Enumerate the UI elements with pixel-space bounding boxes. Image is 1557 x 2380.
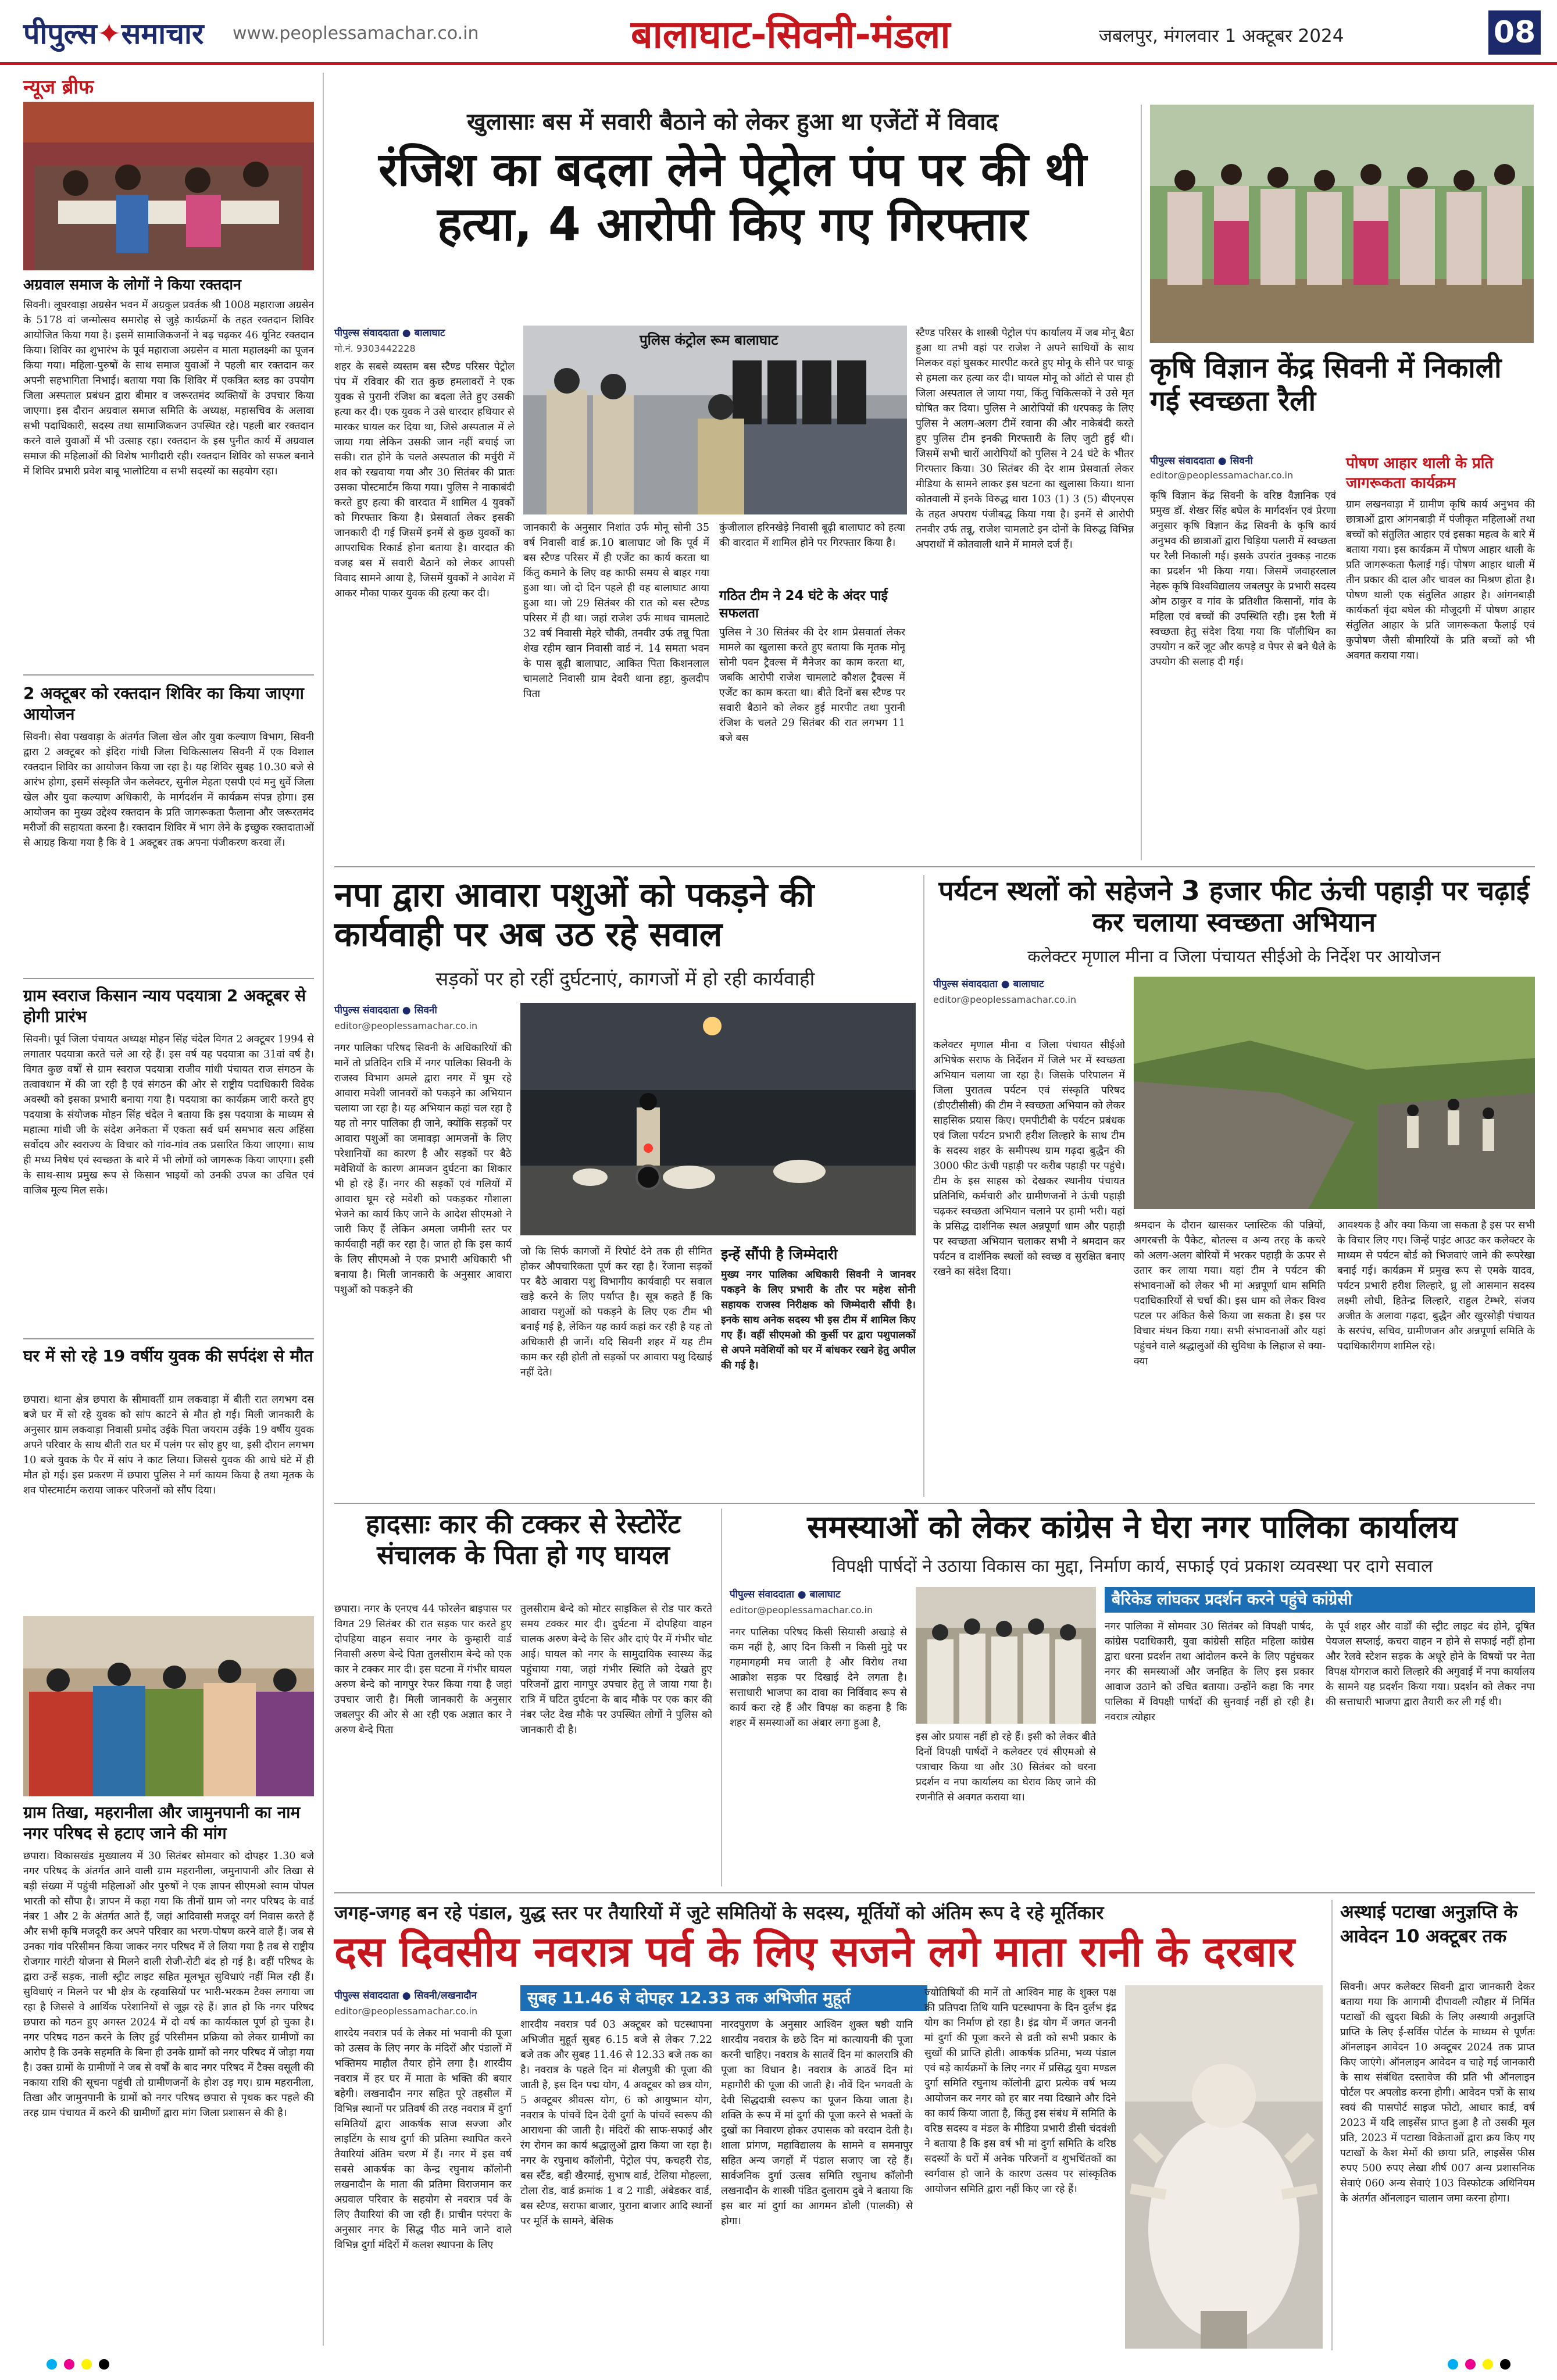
accident-col-1: छपारा। नगर के एनएच 44 फोरलेन बाइपास पर विगत 29 सितंबर की रात सड़क पार करते हुए दोपहिया वाहन सवार नगर के कुम्हारी वार्ड निवासी अरुण बेन्दे पिता तुलसीराम बेन्दे को एक कार ने टक्कर मार दी। इस घटना में गंभीर घायल अरुण बेन्दे को नागपुर रेफर किया गया है जहां उपचार जारी है। मिली जानकारी के अनुसार जबलपुर की ओर से आ रही एक अज्ञात कार ने अरुण बेन्दे पिता xyxy=(334,1603,512,1736)
lead-headline: रंजिश का बदला लेने पेट्रोल पंप पर की थी हत्या, 4 आरोपी किए गए गिरफ्तार xyxy=(378,142,1087,252)
rally-email[interactable]: editor@peoplessamachar.co.in xyxy=(1150,470,1294,481)
press-conference-photo xyxy=(523,326,907,514)
brief-5-title: ग्राम तिखा, महरानीला और जामुनपानी का नाम नगर परिषद से हटाए जाने की मांग xyxy=(23,1803,301,1843)
congress-protest-photo xyxy=(916,1587,1096,1724)
stray-cattle-night-photo xyxy=(520,1003,916,1235)
navratri-headline: दस दिवसीय नवरात्र पर्व के लिए सजने लगे माता रानी के दरबार xyxy=(334,1927,1295,1976)
cleanliness-rally-photo xyxy=(1150,105,1534,343)
lead-col-4: स्टैण्ड परिसर के शास्त्री पेट्रोल पंप कार्यालय में जब मोनू बैठा हुआ था तभी वहां पर राजेश ने अपने साथियों के साथ मिलकर वहां घुसकर मारपीट करते हुए मोनू के सीने पर चाकू से हमला कर हत्या कर दी। घायल मोनू को ऑटो से पास ही जिला अस्पताल ले जाया गया, किंतु चिकित्सकों ने उसे मृत घोषित कर दिया। पुलिस ने आरोपियों की धरपकड़ के लिए पुलिस ने अलग-अलग टीमें रवाना की और नाकेबंदी करते हुए पुलिस टीम इनकी गिरफ्तारी के लिए जुटी हुई थी। जिसमें सभी चारों आरोपियों को पुलिस ने 24 घंटे के भीतर गिरफ्तार किया। 30 सितंबर की देर शाम प्रेसवार्ता लेकर मीडिया के सामने लाकर इस घटना का खुलासा किया। थाना कोतवाली में इनके विरुद्ध धारा 103 (1) 3 (5) बीएनएस के तहत अपराध पंजीबद्ध किया गया है। इनमें से आरोपी तनवीर उर्फ तन्नू, राजेश चामलाटे इन दोनों के विरुद्ध विभिन्न अपराधों में कोतवाली थाने में मामले दर्ज हैं। xyxy=(916,327,1134,551)
trek-col-2: श्रमदान के दौरान खासकर प्लास्टिक की पन्नियों, अगरबत्ती के पैकेट, बोतल्स व अन्य तरह के कचरे को अलग-अलग बोरियों में भरकर पहाड़ी के ऊपर से उतार कर लाया गया। यहां टीम ने पर्यटन की संभावनाओं को लेकर भी मां अन्नपूर्णा धाम समिति पदाधिकारियों से चर्चा की। इस धाम को लेकर विश्व पटल पर अंकित कैसे किया जा सकता है। इस पर विचार मंथन किया गया। सभी संभावनाओं और यहां पहुंचने वाले श्रद्धालुओं की सुविधा के लिहाज से क्या-क्या xyxy=(1134,1220,1326,1367)
lead-col-2: जानकारी के अनुसार निशांत उर्फ मोनू सोनी 35 वर्ष निवासी वार्ड क्र.10 बालाघाट जो कि पूर्व में बस स्टैण्ड परिसर में ही एजेंट का कार्य करता था किंतु कमाने के लिए वह काफी समय से बाहर गया हुआ था। जो दो दिन पहले ही वह बालाघाट आया हुआ था। जो 29 सितंबर की रात को बस स्टैण्ड परिसर में ही था। जहां राजेश उर्फ माधव चामलाटे 32 वर्ष निवासी मेहरे चौकी, तनवीर उर्फ तन्नू पिता शेख रहीम खान निवासी वार्ड नं. 14 समता भवन के पास बूढ़ी बालाघाट, आकित पिता किशनलाल चामलाटे निवासी ग्राम देवरी थाना हट्टा, कुलदीप पिता xyxy=(523,522,709,700)
navratri-kicker: जगह-जगह बन रहे पंडाल, युद्ध स्तर पर तैयारियों में जुटे समितियों के सदस्य, मूर्तियों को अंतिम रूप दे रहे मूर्तिकार xyxy=(334,1902,1104,1924)
divider xyxy=(23,978,314,979)
cattle-byline: पीपुल्स संवाददाता ● सिवनी xyxy=(334,1005,437,1016)
lead-subhead: गठित टीम ने 24 घंटे के अंदर पाई सफलता xyxy=(719,588,888,621)
navratri-col-1: शारदेय नवरात्र पर्व के लेकर मां भवानी की पूजा को उत्सव के लिए नगर के मंदिरों और पंडालों में भक्तिमय माहौल तैयार होने लगा है। शारदीय नवरात्र में हर घर में माता के भक्ति की बयार बहेगी। लखनादौन नगर सहित पूरे तहसील में विभिन्न स्थानों पर प्रतिवर्ष की तरह नवरात्र में दुर्गा समितियों द्वारा आकर्षक साज सज्जा और लाइटिंग के साथ दुर्गा की प्रतिमा स्थापित करने तैयारियां अंतिम चरण में हैं। नगर में इस वर्ष सबसे आकर्षक का केन्द्र रघुनाथ कॉलोनी लखनादौन के माता की प्रतिमा विराजमान कर अग्रवाल परिवार के सहयोग से नवरात्र पर्व के लिए तैयारियां की जा रही हैं। प्राचीन परंपरा के अनुसार नगर के सिद्ध पीठ माने जाने वाले विभिन्न दुर्गा मंदिरों में कलश स्थापना के लिए xyxy=(334,2028,512,2251)
trek-deck: कलेक्टर मृणाल मीना व जिला पंचायत सीईओ के निर्देश पर आयोजन xyxy=(1027,946,1441,966)
brief-4-title: घर में सो रहे 19 वर्षीय युवक की सर्पदंश से मौत xyxy=(23,1346,313,1366)
navratri-email[interactable]: editor@peoplessamachar.co.in xyxy=(334,2006,478,2017)
congress-col-3: नगर पालिका में सोमवार 30 सितंबर को विपक्षी पार्षद, कांग्रेस पदाधिकारी, युवा कांग्रेसी सहित महिला कांग्रेस द्वारा धरना प्रदर्शन तथा आंदोलन करने के लिए पहुंचकर नगर की समस्याओं और जनहित के लिए इस प्रकार आवाज उठाने को उचित बताया। उन्होंने कहा कि नगर पालिका में विपक्षी पार्षदों की सुनवाई नहीं हो रही है। नवरात्र त्योहार xyxy=(1105,1621,1314,1723)
congress-col-2: इस ओर प्रयास नहीं हो रहे हैं। इसी को लेकर बीते दिनों विपक्षी पार्षदों ने कलेक्टर एवं सीएमओ से पत्राचार किया था और 30 सितंबर को धरना प्रदर्शन व नपा कार्यालय का घेराव किए जाने की रणनीति से अवगत कराया था। xyxy=(916,1731,1096,1803)
column-divider xyxy=(923,875,924,1497)
congress-bar: बैरिकेड लांघकर प्रदर्शन करने पहुंचे कांग्रेसी xyxy=(1105,1587,1535,1613)
section-rule xyxy=(334,866,1535,867)
accident-col-2: तुलसीराम बेन्दे को मोटर साइकिल से रोड पार करते समय टक्कर मार दी। दुर्घटना में दोपहिया वाहन चालक अरुण बेन्दे के सिर और दाएं पैर में गंभीर चोट आई। घायल को नगर के सामुदायिक स्वास्थ्य केंद्र पहुंचाया गया, जहां गंभीर स्थिति को देखते हुए परिजनों द्वारा नागपुर उपचार हेतु ले जाया गया है। रात्रि में घटित दुर्घटना के बाद मौके पर एक कार की नंबर प्लेट देख मौके पर उपस्थित लोगों ने पुलिस को जानकारी दी है। xyxy=(520,1603,712,1736)
navratri-byline: पीपुल्स संवाददाता ● सिवनी/लखनादौन xyxy=(334,1990,477,2002)
brand-logo: पीपुल्स✦समाचार xyxy=(23,17,204,51)
lead-phone: मो.नं. 9303442228 xyxy=(334,343,416,354)
cattle-col-3: मुख्य नगर पालिका अधिकारी सिवनी ने जानवर पकड़ने के लिए प्रभारी के तौर पर महेश सोनी सहायक राजस्व निरीक्षक को जिम्मेदारी सौंपी है। इनके साथ अनेक सदस्य भी इस टीम में शामिल किए गए हैं। वहीं सीएमओ की कुर्सी पर द्वारा पशुपालकों से अपने मवेशियों को घर में बांधकर रखने हेतु अपील की गई है। xyxy=(721,1269,916,1371)
fireworks-headline: अस्थाई पटाखा अनुज्ञप्ति के आवेदन 10 अक्टूबर तक xyxy=(1340,1902,1518,1947)
trek-headline: पर्यटन स्थलों को सहेजने 3 हजार फीट ऊंची पहाड़ी पर चढ़ाई कर चलाया स्वच्छता अभियान xyxy=(938,875,1530,938)
lead-col-1: शहर के सबसे व्यस्तम बस स्टैण्ड परिसर पेट्रोल पंप में रविवार की रात कुछ हमलावरों ने एक युवक से पुरानी रंजिश का बदला लेते हुए उसकी हत्या कर दी। एक युवक ने उसे धारदार हथियार से मारकर घायल कर दिया था, जिसे अस्पताल में ले जाया गया लेकिन उसकी जान नहीं बचाई जा सकी। रात होने के चलते अस्पताल की मर्चुरी में शव को रखवाया गया और 30 सितंबर की प्रातः उसका पोस्टमार्टम किया गया। पुलिस ने नाकाबंदी करते हुए हत्या की वारदात में शामिल 4 युवकों को गिरफ्तार किया है। प्रेसवार्ता लेकर इसकी जानकारी दी गई जिसमें इनमें से कुछ युवकों का आपराधिक रिकार्ड होना बताया है। वारदात की वजह बस में सवारी बैठाने को लेकर आपसी विवाद सामने आया है, जिसमें युवकों ने आवेश में आकर मौका पाकर युवक की हत्या कर दी। xyxy=(334,361,515,599)
congress-col-4: के पूर्व शहर और वार्डों की स्ट्रीट लाइट बंद होने, दूषित पेयजल सप्लाई, कचरा वाहन न होने से सफाई नहीं होना और रेलवे स्टेशन सड़क के अधूरे होने के विषयों पर नेता विपक्ष योगराज कारो लिल्हारे की अगुवाई में नपा कार्यालय के सामने यह प्रदर्शन किया गया। प्रदर्शन को लेकर नपा की सत्ताधारी भाजपा द्वारा तैयारी कर ली गई थी। xyxy=(1326,1621,1535,1708)
congress-headline: समस्याओं को लेकर कांग्रेस ने घेरा नगर पालिका कार्यालय xyxy=(807,1509,1458,1545)
hill-cleanup-photo xyxy=(1134,977,1535,1209)
navratri-col-2: शारदीय नवरात्र पर्व 03 अक्टूबर को घटस्थापना अभिजीत मुहूर्त सुबह 6.15 बजे से लेकर 7.22 बजे तक और सुबह 11.46 से 12.33 बजे तक का है। नवरात्र के पहले दिन मां शैलपुत्री की पूजा की जाती है, इस दिन पद्म योग, 4 अक्टूबर को छत्र योग, 5 अक्टूबर श्रीवत्स योग, 6 को आयुष्मान योग, नवरात्र के पांचवें दिन देवी दुर्गा के पांचवें स्वरूप की आराधना की जाती है। मंदिरों की साफ-सफाई और रंग रोगन का कार्य श्रद्धालुओं द्वारा किया जा रहा है। नगर के रघुनाथ कॉलोनी, पेट्रोल पंप, कचहरी रोड, बस स्टैंड, बड़ी खैरमाई, सुभाष वार्ड, टेलिया मोहल्ला, टोला रोड, वार्ड क्रमांक 1 व 2 गाडी, अंबेडकर वार्ड, बस स्टैण्ड, सराफा बाजार, पुराना बाजार आदि स्थानों पर मूर्ति के सामने, बेसिक xyxy=(520,2019,712,2227)
divider xyxy=(23,674,314,676)
column-divider xyxy=(323,73,324,2346)
brief-2-title: 2 अक्टूबर को रक्तदान शिविर का किया जाएगा आयोजन xyxy=(23,684,304,724)
brief-1-body: सिवनी। लूघरवाड़ा अग्रसेन भवन में अग्रकुल प्रवर्तक श्री 1008 महाराजा अग्रसेन के 5178 वां जन्मोत्सव समारोह से जुड़े कार्यक्रमों के तहत रक्तदान शिविर आयोजित किया गया है। इसमें सामाजिकजनों ने बढ़ चढ़कर 46 यूनिट रक्तदान किया। शिविर का शुभारंभ के पूर्व महाराजा अग्रसेन व माता महालक्ष्मी का पूजन किया गया। महिला-पुरुषों के साथ समाज युवाओं ने पहली बार रक्तदान कर अपनी सहभागिता निभाई। बताया गया कि शिविर में एकत्रित ब्लड का उपयोग जिला अस्पताल प्रबंधन द्वारा बीमार व जरूरतमंद व्यक्तियों के उपचार किया जाएगा। इस दौरान अग्रवाल समाज समिति के अध्यक्ष, महासचिव के अलावा सभी पदाधिकारी, सदस्य तथा सामाजिकजन उपस्थित रहे। पहली बार रक्तदान करने वाले युवाओं में भी उत्साह रहा। रक्तदान के इस पुनीत कार्य में अग्रवाल समाज की महिलाओं की विशेष भागीदारी रही। रक्तदान शिविर को सफल बनाने में शिविर प्रभारी प्रवेश बाबू भालोटिया व सभी सदस्यों का सहयोग रहा। xyxy=(23,299,314,477)
congress-byline: पीपुल्स संवाददाता ● बालाघाट xyxy=(730,1589,841,1600)
congress-email[interactable]: editor@peoplessamachar.co.in xyxy=(730,1604,873,1616)
brief-5-body: छपारा। विकासखंड मुख्यालय में 30 सितंबर सोमवार को दोपहर 1.30 बजे नगर परिषद के अंतर्गत आने वाली ग्राम महरानीला, जमुनापानी और तिखा से बड़ी संख्या में पहुंची महिलाओं और पुरुषों ने एक ज्ञापन सीएमओ स्वाम पोपल भारती को सौंपा है। ज्ञापन में कहा गया कि तीनों ग्राम जो नगर परिषद के वार्ड नंबर 1 और 2 के अंतर्गत आते हैं, जहां आदिवासी मजदूर वर्ग निवास करते हैं और सभी कृषि मजदूरी कर अपने परिवार का भरण-पोषण करने वाले हैं। जब से उनका गांव परिसीमन किया जाकर नगर परिषद में ले लिया गया है तब से राष्ट्रीय रोजगार गारंटी योजना से मिलने वाली रोजी-रोटी बंद हो गई है। वहीं परिषद के द्वारा उन्हें सड़क, नाली स्ट्रीट लाइट सहित मूलभूत सुविधाएं नहीं मिल रही हैं। सुविधाएं न मिलने पर भी क्षेत्र के रहवासियों पर भारी-भरकम टैक्स लगाया जा रहा है जिससे वे आर्थिक परेशानियों से जूझ रहे हैं। ज्ञात हो कि नगर परिषद छपारा को गठन हुए अगस्त 2024 में दो वर्ष का कार्यकाल पूर्ण हो चुका है। नगर परिषद गठन करने के लिए हुई परिसीमन प्रक्रिया को लेकर ग्रामीणों का आरोप है कि उनके सहमति के बिना ही उनके ग्रामों को नगर परिषद में जोड़ा गया है। उक्त ग्रामों के ग्रामीणों ने जब से वर्षों के बाद नगर परिषद में टैक्स वसूली की नकाया राशि की सूचना पहुंची तो ग्रामीणजनों के होश उड़ गए। ग्राम महरानीला, तिखा और जामुनपानी के ग्रामों को नगर परिषद छपारा से पृथक कर पहले की तरह ग्राम पंचायत में करने की ग्रामीणों द्वारा मांग जिला प्रशासन से की है। xyxy=(23,1850,314,2119)
site-url[interactable]: www.peoplessamachar.co.in xyxy=(233,23,479,44)
brief-4-body: छपारा। थाना क्षेत्र छपारा के सीमावर्ती ग्राम लकवाड़ा में बीती रात लगभग दस बजे घर में सो रहे युवक को सांप काटने से मौत हो गई। मिली जानकारी के अनुसार ग्राम लकवाड़ा निवासी प्रमोद उईके पिता जयराम उईके 19 वर्षीय युवक अपने परिवार के साथ बीती रात घर में पलंग पर सोए हुए था, इसी दौरान लगभग 10 बजे युवक के पैर में सांप ने काट लिया। जिससे युवक की आधे घंटे में ही मौत हो गई। इस प्रकरण में छपारा पुलिस ने मर्ग कायम किया है तथा मृतक के शव पोस्टमार्टम कराया जाकर परिजनों को सौंप दिया। xyxy=(23,1394,314,1496)
print-color-marks xyxy=(0,2353,1557,2380)
edition-title: बालाघाट-सिवनी-मंडला xyxy=(631,12,951,57)
trek-col-3: आवश्यक है और क्या किया जा सकता है इस पर सभी के विचार लिए गए। जिन्हें पाइंट आउट कर कलेक्टर के माध्यम से पर्यटन बोर्ड को भिजवाएं जाने की रूपरेखा बनाई गई। कार्यक्रम में प्रमुख रूप से एमके यादव, पर्यटन प्रभारी हरीश लिल्हारे, ध्रु लो आसमान सदस्य लक्ष्मी लोधी, हितेन्द्र लिल्हारे, राहुल टेम्भरे, संजय अजीत के अलावा गढ़दा, बुद्धैन और खुरसोड़ी पंचायत के सरपंच, सचिव, ग्रामीणजन और अन्नपूर्णा समिति के पदाधिकारीगण शामिल रहे। xyxy=(1337,1220,1535,1352)
rally-headline: कृषि विज्ञान केंद्र सिवनी में निकाली गई स्वच्छता रैली xyxy=(1150,352,1502,417)
brief-3-title: ग्राम स्वराज किसान न्याय पदयात्रा 2 अक्टूबर से होगी प्रारंभ xyxy=(23,986,306,1026)
rally-byline: पीपुल्स संवाददाता ● सिवनी xyxy=(1150,455,1253,467)
photo-banner: पुलिस कंट्रोल रूम बालाघाट xyxy=(640,332,779,348)
section-rule xyxy=(334,1892,1535,1893)
lead-col-3a: कुंजीलाल हरिनखेड़े निवासी बूढ़ी बालाघाट को हत्या की वारदात में शामिल होने पर गिरफ्तार किया है। xyxy=(719,522,905,549)
navratri-col-4: ज्योतिषियों की मानें तो आश्विन माह के शुक्ल पक्ष की प्रतिपदा तिथि यानि घटस्थापना के दिन दुर्लभ इंद्र योग का निर्माण हो रहा है। इंद्र योग में जगत जननी मां दुर्गा की पूजा करने से व्रती को सभी प्रकार के सुखों की प्राप्ति होती। आकर्षक प्रतिमा, भव्य पंडाल एवं बड़े कार्यक्रमों के लिए नगर में प्रसिद्ध युवा मण्डल दुर्गा समिति रघुनाथ कॉलोनी द्वारा प्रत्येक वर्ष भव्य आयोजन कर नगर को हर बार नया दिखाने और दिने का कार्य किया जाता है, किंतु इस संबंध में समिति के वरिष्ठ सदस्य व मंडल के मीडिया प्रभारी डीसी चंदवंशी ने बताया है कि इस वर्ष भी मां दुर्गा समिति के वरिष्ठ सदस्यों के घरों में अनेक परिजनों व शुभचिंतकों का स्वर्गवास हो जाने के कारण उत्सव पर सांस्कृतिक आयोजन समिति द्वारा नहीं किए जा रहे हैं। xyxy=(924,1987,1116,2195)
news-brief-label: न्यूज ब्रीफ xyxy=(23,76,94,99)
column-divider xyxy=(1141,105,1142,860)
lead-byline: पीपुल्स संवाददाता ● बालाघाट xyxy=(334,327,445,339)
cattle-headline: नपा द्वारा आवारा पशुओं को पकड़ने की कार्यवाही पर अब उठ रहे सवाल xyxy=(334,875,815,955)
cattle-subhead: इन्हें सौंपी है जिम्मेदारी xyxy=(721,1246,838,1263)
congress-deck: विपक्षी पार्षदों ने उठाया विकास का मुद्दा, निर्माण कार्य, सफाई एवं प्रकाश व्यवस्था पर दागे सवाल xyxy=(831,1556,1433,1577)
page-number: 08 xyxy=(1488,10,1541,55)
village-protest-photo xyxy=(23,1616,314,1796)
durga-idol-photo xyxy=(1125,1985,1323,2349)
section-rule xyxy=(334,1503,1535,1504)
cattle-deck: सड़कों पर हो रहीं दुर्घटनाएं, कागजों में हो रही कार्यवाही xyxy=(435,967,815,990)
blood-donation-photo xyxy=(23,102,314,270)
rally-body: कृषि विज्ञान केंद्र सिवनी के वरिष्ठ वैज्ञानिक एवं प्रमुख डॉ. शेखर सिंह बघेल के मार्गदर्शन एवं प्रेरणा अनुसार कृषि विज्ञान केंद्र सिवनी के कृषि कार्य अनुभव की छात्राओं द्वारा चिड़िया पलारी में स्वच्छता पर रैली निकाली गई। इसके उपरांत नुक्कड़ नाटक का प्रदर्शन भी किया गया। जिसमें जवाहरलाल नेहरू कृषि विश्वविद्यालय जबलपुर के प्रभारी सदस्य ओम ठाकुर व गांव के प्रतिशीत किसानों, गांव के महिला एवं बच्चों की उपस्थिति रही। इस रैली में स्वच्छता हेतु संदेश दिया गया कि पॉलीथिन का उपयोग न करें जूट और कपड़े व पेपर से बने थैले के उपयोग की सलाह दी गई। xyxy=(1150,490,1336,668)
masthead xyxy=(0,0,1557,65)
congress-col-1: नगर पालिका परिषद किसी सियासी अखाड़े से कम नहीं है, आए दिन किसी न किसी मुद्दे पर गहमागहमी मच जाती है और विरोध तथा आक्रोश सड़क पर दिखाई देने लगता है। सत्ताधारी भाजपा का दावा का निर्विवाद रूप से कार्य करा रहे हैं और विपक्ष का कहना है कि शहर में समस्याओं का अंबार लगा हुआ है, xyxy=(730,1627,907,1729)
nutrition-box-body: ग्राम लखनवाड़ा में ग्रामीण कृषि कार्य अनुभव की छात्राओं द्वारा आंगनबाड़ी में पंजीकृत महिलाओं तथा बच्चों को संतुलित आहार एवं इसका महत्व के बारे में बताया गया। इस कार्यक्रम में पोषण आहार थाली के प्रति जागरूकता फैलाई गई। पोषण आहार थाली में तीन प्रकार की दाल और चावल का मिश्रण होता है। पोषण थाली एक संतुलित आहार है। आंगनबाड़ी कार्यकर्ता वृंदा बघेल की मौजूदगी में पोषण आहार संतुलित आहार के प्रति जागरूकता फैलाई एवं कुपोषण जैसी बीमारियों के प्रति बच्चों को भी अवगत कराया गया। xyxy=(1346,499,1535,662)
cattle-email[interactable]: editor@peoplessamachar.co.in xyxy=(334,1020,478,1031)
lead-col-3b: पुलिस ने 30 सितंबर की देर शाम प्रेसवार्ता लेकर मामले का खुलासा करते हुए बताया कि मृतक मोनू सोनी पवन ट्रैवल्स में मैनेजर का काम करता था, जबकि आरोपी राजेश चामलाटे कौशल ट्रैवल्स में एजेंट का काम करता था। बीते दिनों बस स्टैण्ड पर सवारी बैठाने को लेकर हुई मारपीट तथा पुरानी रंजिश के चलते 29 सितंबर की रात लगभग 11 बजे बस xyxy=(719,627,905,744)
edition-date: जबलपुर, मंगलवार 1 अक्टूबर 2024 xyxy=(1099,26,1344,47)
trek-col-1: कलेक्टर मृणाल मीना व जिला पंचायत सीईओ अभिषेक सराफ के निर्देशन में जिले भर में स्वच्छता अभियान चलाया जा रहा है। जिसके परिपालन में जिला पुरातत्व पर्यटन एवं संस्कृति परिषद (डीएटीसीसी) की टीम ने स्वच्छता अभियान को लेकर साहसिक प्रयास किए। एमपीटीबी के पर्यटन प्रबंधक एवं जिला पर्यटन प्रभारी हरीश लिल्हारे के साथ टीम के सदस्य शहर के समीपस्थ ग्राम गढ़दा बुद्धैन की 3000 फीट ऊंची पहाड़ी पर करीब पहाड़ी पर पहुंचे। टीम के इस साहस को देखकर स्थानीय पंचायत प्रतिनिधि, कर्मचारी और ग्रामीणजनों ने ऊंची पहाड़ी चढ़कर स्वच्छता अभियान चलाने पर हामी भरी। यहां के प्रसिद्ध दार्शनिक स्थल अन्नपूर्णा धाम और पहाड़ी पर स्वच्छता अभियान चलाकर सभी ने श्रमदान कर पर्यटन व दार्शनिक स्थलों को स्वच्छ व सुरक्षित बनाए रखने का संदेश दिया। xyxy=(933,1039,1125,1278)
fireworks-body: सिवनी। अपर कलेक्टर सिवनी द्वारा जानकारी देकर बताया गया कि आगामी दीपावली त्यौहार में निर्मित पटाखों की खुदरा बिक्री के लिए अस्थायी अनुज्ञप्ति प्राप्ति के लिए ई-सर्विस पोर्टल के माध्यम से पूर्णतः ऑनलाइन आवेदन 10 अक्टूबर 2024 तक प्राप्त किए जाएंगे। ऑनलाइन आवेदन व चाहे गई जानकारी के साथ संबंधित दस्तावेज की प्रति भी ऑनलाइन पोर्टल पर अपलोड करना होगी। आवेदन पत्रों के साथ स्वयं की पासपोर्ट साइज फोटो, आधार कार्ड, वर्ष 2023 में यदि लाइसेंस प्राप्त हुआ है तो उसकी मूल प्रति, 2023 में पटाखा विक्रेताओं द्वारा क्रय किए गए पटाखों के कैश मेमों की छाया प्रति, लाइसेंस फीस रुपए 500 रुपए लेखा शीर्ष 007 अन्य प्रशासनिक सेवाएं 060 अन्य सेवाएं 103 विस्फोटक अधिनियम के अंतर्गत ऑनलाइन चालान जमा करना होगा। xyxy=(1340,1981,1535,2204)
nutrition-box-title: पोषण आहार थाली के प्रति जागरूकता कार्यक्रम xyxy=(1346,455,1494,492)
divider xyxy=(23,1338,314,1339)
accident-headline: हादसाः कार की टक्कर से रेस्टोरेंट संचालक के पिता हो गए घायल xyxy=(366,1509,681,1571)
brief-2-body: सिवनी। सेवा पखवाड़ा के अंतर्गत जिला खेल और युवा कल्याण विभाग, सिवनी द्वारा 2 अक्टूबर को इंदिरा गांधी जिला चिकित्सालय सिवनी में एक विशाल रक्तदान शिविर का आयोजन किया जा रहा है। यह शिविर सुबह 10.30 बजे से आरंभ होगा, इसमें संस्कृति जैन कलेक्टर, सुनील मेहता एसपी एवं मनु धुर्वे जिला खेल और युवा कल्याण अधिकारी, के मार्गदर्शन में कार्यक्रम संपन्न होगा। इस आयोजन का मुख्य उद्देश्य रक्तदान के प्रति जागरूकता फैलाना और जरूरतमंद मरीजों की सहायता करना है। रक्तदान शिविर में भाग लेने के इच्छुक रक्तदाताओं से आग्रह किया गया है कि वे 1 अक्टूबर तक अपना पंजीकरण करवा लें। xyxy=(23,731,314,849)
lead-kicker: खुलासाः बस में सवारी बैठाने को लेकर हुआ था एजेंटों में विवाद xyxy=(467,109,998,135)
cattle-col-2: जो कि सिर्फ कागजों में रिपोर्ट देने तक ही सीमित होकर औपचारिकता पूर्ण कर रहा है। रेंजाना सड़कों पर बैठे आवारा पशु विभागीय कार्यवाही पर सवाल खड़े करने के लिए पर्याप्त है। सूत्र कहते हैं कि आवारा पशुओं को पकड़ने के लिए एक टीम भी बनाई गई है, लेकिन यह कार्य कहां कर रही है यह तो अधिकारी ही जानें। यदि सिवनी शहर में यह टीम काम कर रही होती तो सड़कों पर आवारा पशु दिखाई नहीं देते। xyxy=(520,1246,712,1378)
cattle-col-1: नगर पालिका परिषद सिवनी के अधिकारियों की मानें तो प्रतिदिन रात्रि में नगर पालिका सिवनी के राजस्व विभाग अमले द्वारा नगर में घूम रहे आवारा मवेशी जानवरों को पकड़ने का अभियान चलाया जा रहा है। यह अभियान कहां चल रहा है यह तो नगर पालिका ही जाने, क्योंकि सड़कों पर आवारा पशुओं का जमावड़ा आमजनों के लिए परेशानियों का कारण है और सड़कों पर बैठे मवेशियों के कारण आमजन दुर्घटना का शिकार भी हो रहे हैं। नगर की सड़कों एवं गलियों में आवारा घूम रहे मवेशी को पकड़कर गौशाला भेजने का कार्य किए जाने के आदेश सीएमओ ने जारी किए हैं लेकिन अमला जमीनी स्तर पर कार्यवाही नहीं कर रहा है। जात हो कि इस कार्य के लिए सीएमओ ने एक प्रभारी अधिकारी भी बनाया है। मिली जानकारी के अनुसार आवारा पशुओं को पकड़ने की xyxy=(334,1042,512,1296)
brief-3-body: सिवनी। पूर्व जिला पंचायत अध्यक्ष मोहन सिंह चंदेल विगत 2 अक्टूबर 1994 से लगातार पदयात्रा करते चले आ रहे हैं। इस वर्ष यह पदयात्रा का 31वां वर्ष है। विगत कुछ वर्षों से ग्राम स्वराज पदयात्रा राजीव गांधी पंचायत राज संगठन के तत्वावधान में की जा रही है एवं संगठन की ओर से राष्ट्रीय पदाधिकारी विवेक अवस्थी को इसका प्रभारी बनाया गया है। पदयात्रा का कार्यक्रम जारी करते हुए पदयात्रा के संयोजक मोहन सिंह चंदेल ने बताया कि इस पदयात्रा के माध्यम से महात्मा गांधी जी के संदेश अनेकता में एकता सर्व धर्म समभाव सत्य अहिंसा सर्वोदय और स्वराज्य के विचार को गांव-गांव तक प्रसारित किया जाएगा। साथ ही मध्य निषेध एवं स्वच्छता के बारे में भी लोगों को जागरूक किया जाएगा। इसी के साथ-साथ प्रमुख रूप से किसान भाइयों को उनकी उपज का उचित एवं वाजिब मूल्य मिल सके। xyxy=(23,1034,314,1196)
trek-byline: पीपुल्स संवाददाता ● बालाघाट xyxy=(933,978,1044,990)
navratri-muhurat-bar: सुबह 11.46 से दोपहर 12.33 तक अभिजीत मुहूर्त xyxy=(520,1985,927,2011)
column-divider xyxy=(721,1509,722,1886)
trek-email[interactable]: editor@peoplessamachar.co.in xyxy=(933,994,1077,1005)
navratri-col-3: नारदपुराण के अनुसार आश्विन शुक्ल षष्ठी यानि शारदीय नवरात्र के छठे दिन मां कात्यायनी की पूजा करनी चाहिए। नवरात्र के सातवें दिन मां कालरात्रि की पूजा का विधान है। नवरात्र के आठवें दिन मां महागौरी की पूजा की जाती है। नौवें दिन भगवती के देवी सिद्धदात्री स्वरूप का पूजन किया जाता है। शक्ति के रूप में मां दुर्गा की पूजा करने से भक्तों के दुखों का निवारण होकर उपासक को वरदान देती है। शाला प्रांगण, महाविद्यालय के सामने व समनापुर सहित अन्य जगहों में पंडाल सजाए जा रहे हैं। सार्वजनिक दुर्गा उत्सव समिति रघुनाथ कॉलोनी लखनादौन के शास्त्री पंडित दुलाराम दुबे ने बताया कि इस बार मां दुर्गा का आगमन डोली (पालकी) से होगा। xyxy=(721,2019,913,2227)
column-divider xyxy=(1331,1900,1333,2350)
brief-1-title: अग्रवाल समाज के लोगों ने किया रक्तदान xyxy=(23,276,241,293)
